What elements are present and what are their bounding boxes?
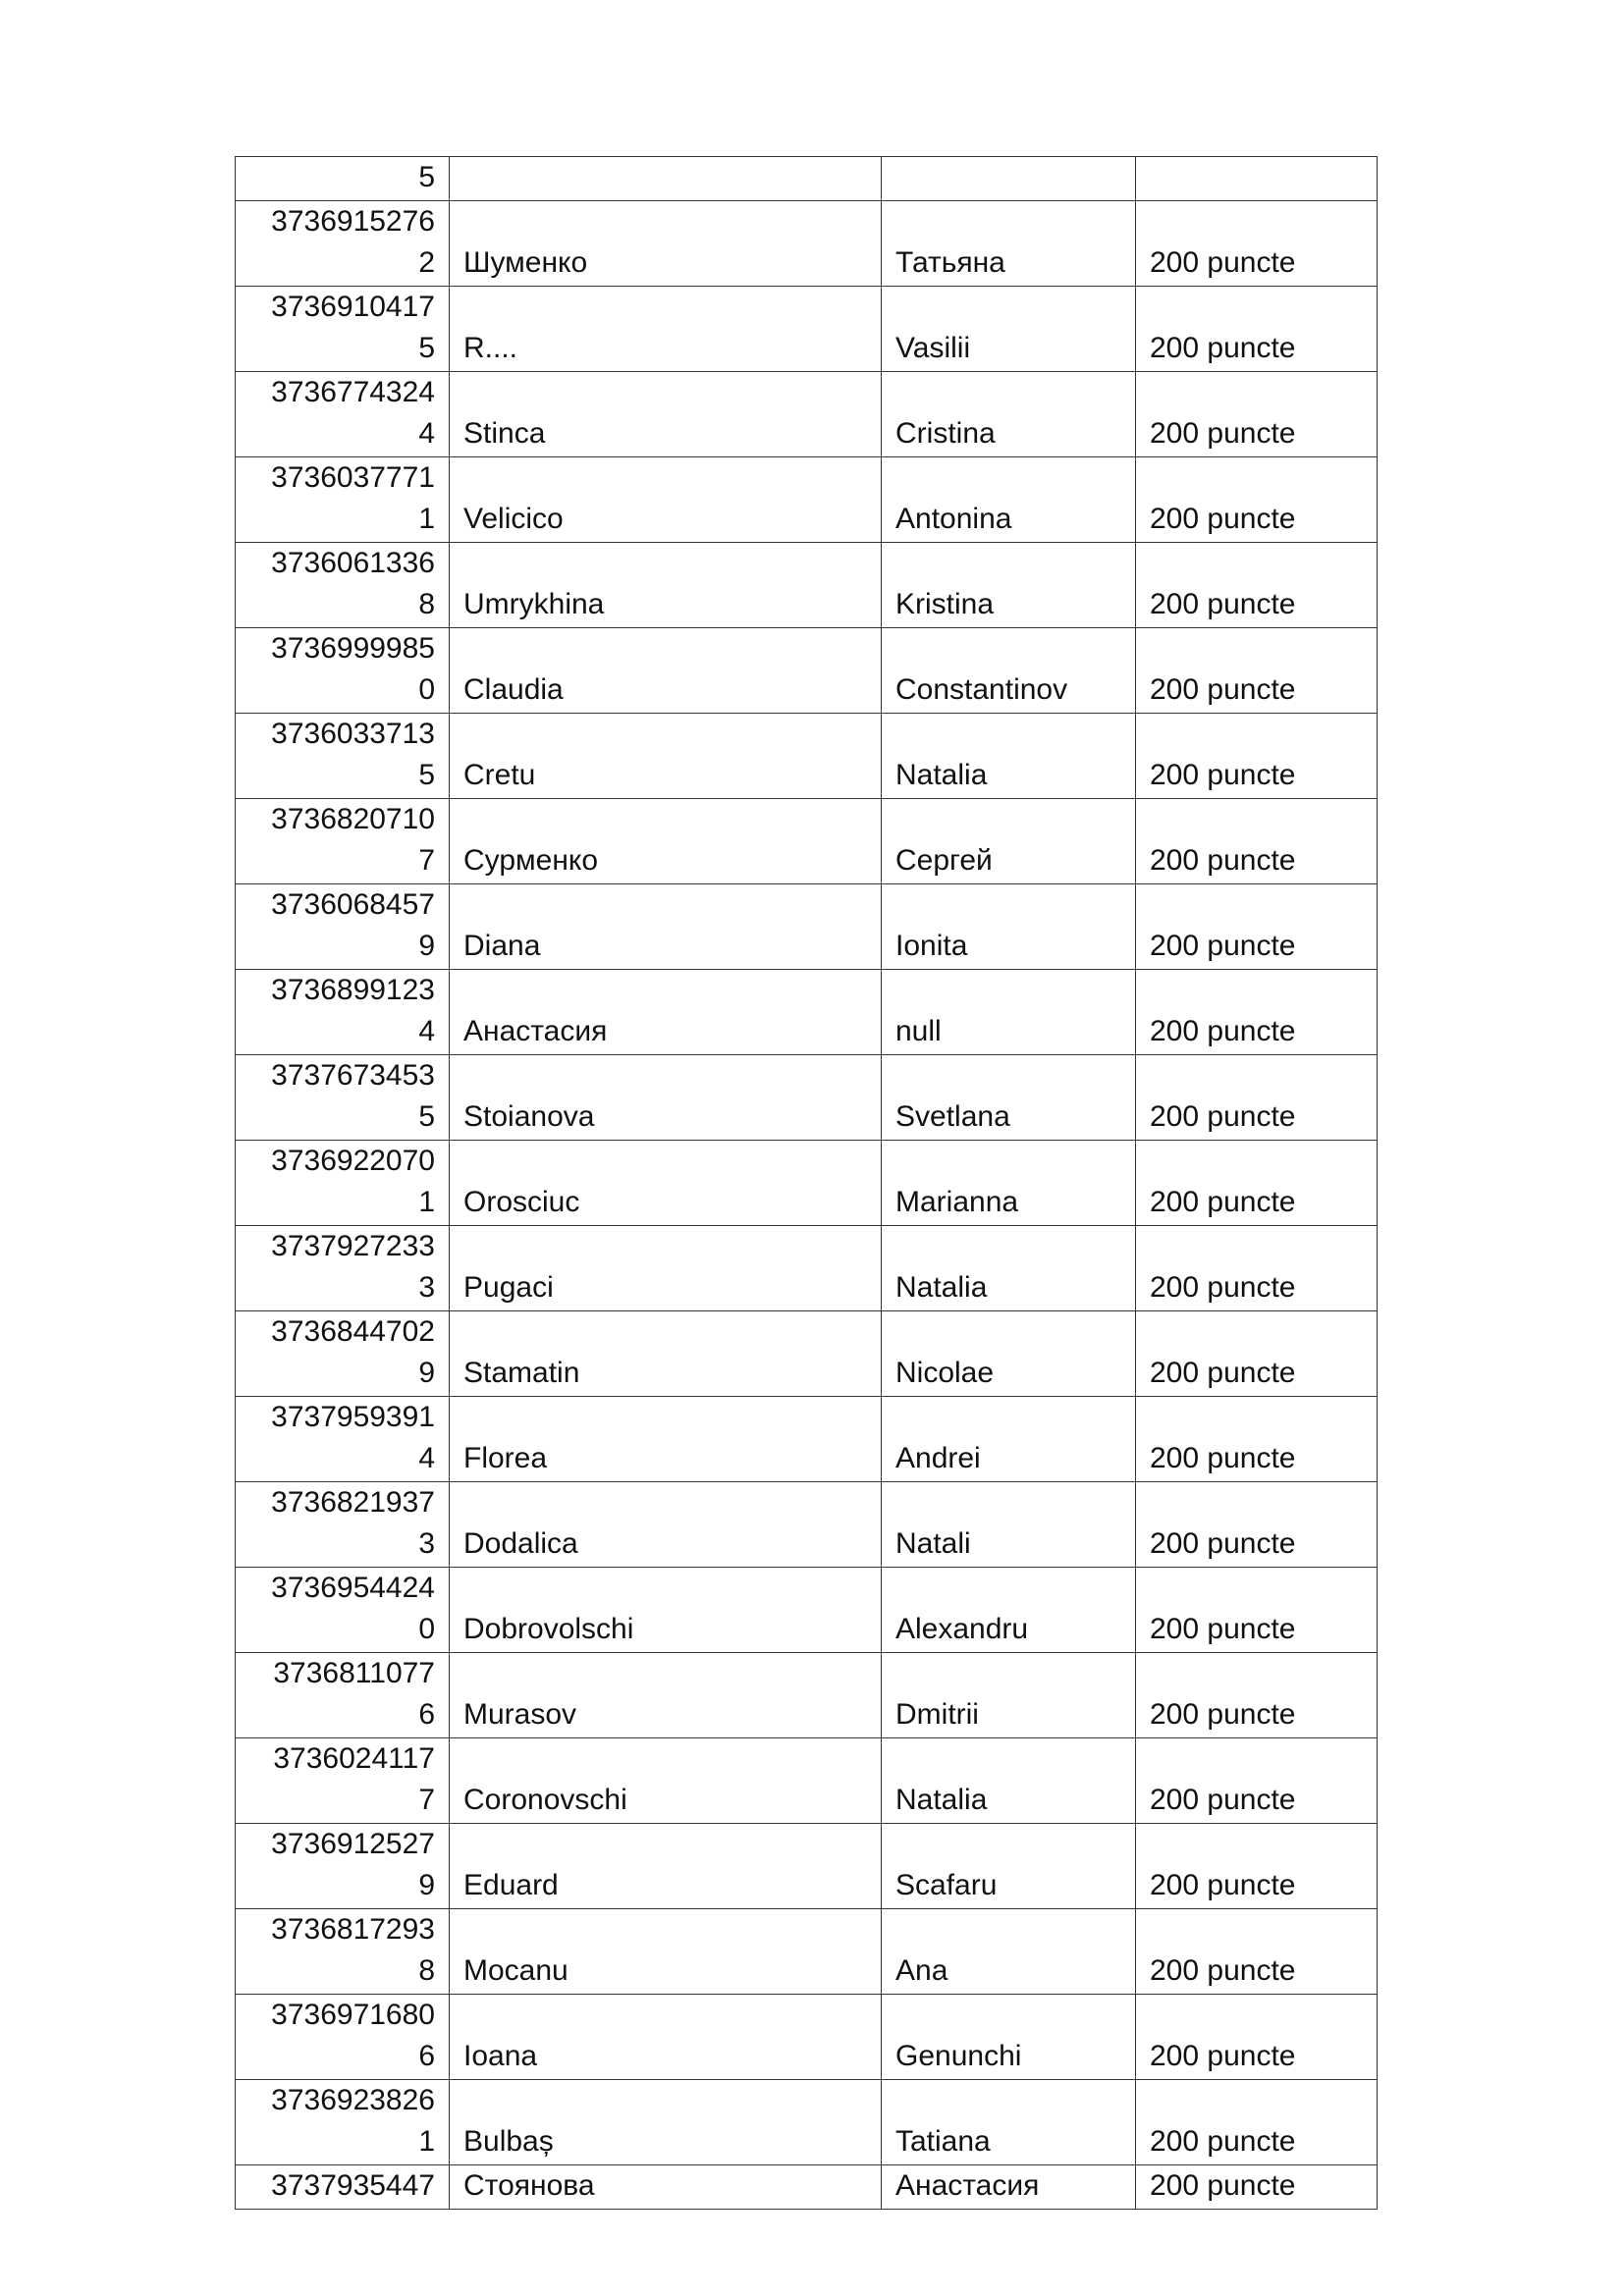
points-cell: 200 puncte [1136,2165,1378,2210]
table-row [236,970,1378,1055]
phone-number-line: 7 [418,844,435,877]
phone-number-line: 3736817293 [271,1913,435,1946]
phone-number-line: 3736971680 [271,1999,435,2031]
phone-number-line: 3 [418,1527,435,1560]
points-cell: 200 puncte [1136,1824,1378,1909]
phone-number-line: 5 [418,1100,435,1133]
phone-number-line: 3736923826 [271,2084,435,2116]
points-cell: 200 puncte [1136,201,1378,287]
table-row [236,287,1378,372]
table-row [236,1995,1378,2080]
first-name-cell [882,157,1136,201]
phone-number-cell [236,201,450,287]
phone-number-cell [236,1738,450,1824]
first-name-cell: Vasilii [882,287,1136,372]
table-row [236,884,1378,970]
first-name-cell: Andrei [882,1397,1136,1482]
surname-cell: Murasov [450,1653,882,1738]
phone-number-cell [236,970,450,1055]
surname-cell [450,157,882,201]
surname-cell: Eduard [450,1824,882,1909]
table-row [236,543,1378,628]
phone-number-line: 3736844702 [271,1315,435,1348]
first-name-cell: Natalia [882,714,1136,799]
phone-number-line: 3737673453 [271,1059,435,1092]
surname-cell: Стоянова [450,2165,882,2210]
phone-number-line: 1 [418,503,435,535]
phone-number-line: 1 [418,1186,435,1218]
surname-cell: Florea [450,1397,882,1482]
phone-number-line: 4 [418,1442,435,1474]
points-cell: 200 puncte [1136,1653,1378,1738]
phone-number-line: 3737935447 [271,2169,435,2202]
surname-cell: Pugaci [450,1226,882,1311]
points-cell: 200 puncte [1136,1055,1378,1141]
points-cell: 200 puncte [1136,1568,1378,1653]
points-cell: 200 puncte [1136,1909,1378,1995]
phone-number-cell [236,457,450,543]
phone-number-line: 9 [418,930,435,962]
points-cell: 200 puncte [1136,799,1378,884]
surname-cell: Dodalica [450,1482,882,1568]
surname-cell: Stoianova [450,1055,882,1141]
phone-number-cell [236,1824,450,1909]
first-name-cell: Antonina [882,457,1136,543]
surname-cell: Orosciuc [450,1141,882,1226]
points-cell: 200 puncte [1136,1995,1378,2080]
surname-cell: Velicico [450,457,882,543]
phone-number-cell [236,2165,450,2210]
surname-cell: Coronovschi [450,1738,882,1824]
phone-number-line: 3736912527 [271,1828,435,1860]
phone-number-line: 3736899123 [271,974,435,1006]
phone-number-line: 7 [418,1784,435,1816]
surname-cell: Diana [450,884,882,970]
phone-number-line: 0 [418,1613,435,1645]
first-name-cell: Natalia [882,1738,1136,1824]
surname-cell: Claudia [450,628,882,714]
phone-number-line: 8 [418,1954,435,1987]
table-row [236,1568,1378,1653]
phone-number-line: 5 [418,332,435,364]
phone-number-line: 3736821937 [271,1486,435,1519]
first-name-cell: Kristina [882,543,1136,628]
table-row [236,1738,1378,1824]
points-cell: 200 puncte [1136,2080,1378,2165]
table-row [236,201,1378,287]
phone-number-line: 4 [418,1015,435,1047]
surname-cell: Сурменко [450,799,882,884]
surname-cell: Cretu [450,714,882,799]
phone-number-line: 3736774324 [271,376,435,408]
phone-number-cell [236,1226,450,1311]
points-cell: 200 puncte [1136,1397,1378,1482]
table-row [236,628,1378,714]
phone-number-cell [236,628,450,714]
table-row [236,157,1378,201]
phone-number-cell [236,1909,450,1995]
phone-number-line: 3736999985 [271,632,435,665]
points-cell: 200 puncte [1136,287,1378,372]
phone-number-line: 8 [418,588,435,620]
first-name-cell: Genunchi [882,1995,1136,2080]
phone-number-cell [236,1141,450,1226]
phone-number-line: 3736820710 [271,803,435,835]
first-name-cell: Svetlana [882,1055,1136,1141]
points-cell: 200 puncte [1136,457,1378,543]
points-cell: 200 puncte [1136,884,1378,970]
first-name-cell: Ionita [882,884,1136,970]
first-name-cell: Natali [882,1482,1136,1568]
phone-number-line: 0 [418,673,435,706]
points-cell: 200 puncte [1136,1482,1378,1568]
phone-number-line: 3736024117 [273,1742,435,1775]
points-cell: 200 puncte [1136,970,1378,1055]
table-row [236,457,1378,543]
points-cell [1136,157,1378,201]
first-name-cell: Анастасия [882,2165,1136,2210]
phone-number-line: 3736910417 [271,291,435,323]
surname-cell: Stamatin [450,1311,882,1397]
phone-number-cell [236,372,450,457]
first-name-cell: null [882,970,1136,1055]
surname-cell: Dobrovolschi [450,1568,882,1653]
surname-cell: Bulbaș [450,2080,882,2165]
phone-number-cell [236,884,450,970]
table-row [236,372,1378,457]
surname-cell: Mocanu [450,1909,882,1995]
first-name-cell: Marianna [882,1141,1136,1226]
surname-cell: Анастасия [450,970,882,1055]
surname-cell: R.... [450,287,882,372]
first-name-cell: Alexandru [882,1568,1136,1653]
phone-number-cell [236,2080,450,2165]
first-name-cell: Tatiana [882,2080,1136,2165]
phone-number-cell [236,1995,450,2080]
first-name-cell: Natalia [882,1226,1136,1311]
points-cell: 200 puncte [1136,1226,1378,1311]
surname-cell: Umrykhina [450,543,882,628]
phone-number-cell [236,157,450,201]
first-name-cell: Cristina [882,372,1136,457]
phone-number-line: 1 [418,2125,435,2158]
table-body [236,157,1378,2210]
table-row [236,1909,1378,1995]
phone-number-cell [236,1397,450,1482]
points-cell: 200 puncte [1136,372,1378,457]
table-row [236,1141,1378,1226]
phone-number-line: 3736954424 [271,1572,435,1604]
surname-cell: Шуменко [450,201,882,287]
phone-number-cell [236,1482,450,1568]
points-cell: 200 puncte [1136,1141,1378,1226]
phone-number-line: 2 [418,246,435,279]
phone-number-line: 4 [418,417,435,450]
phone-number-line: 5 [418,759,435,791]
phone-number-line: 9 [418,1869,435,1901]
points-cell: 200 puncte [1136,1311,1378,1397]
phone-number-cell [236,1568,450,1653]
phone-number-line: 3737959391 [271,1401,435,1433]
table-row [236,2165,1378,2210]
phone-number-line: 3736061336 [271,547,435,579]
phone-number-cell [236,1055,450,1141]
phone-number-line: 3736033713 [271,718,435,750]
phone-number-line: 3736811077 [273,1657,435,1689]
table-row [236,1226,1378,1311]
phone-number-line: 6 [418,1698,435,1731]
table-row [236,1482,1378,1568]
table-row [236,1311,1378,1397]
first-name-cell: Dmitrii [882,1653,1136,1738]
table-row [236,714,1378,799]
surname-cell: Ioana [450,1995,882,2080]
first-name-cell: Ana [882,1909,1136,1995]
table-row [236,1397,1378,1482]
table-row [236,799,1378,884]
first-name-cell: Nicolae [882,1311,1136,1397]
phone-number-line: 3736037771 [271,461,435,494]
table-row [236,1055,1378,1141]
phone-number-line: 6 [418,2040,435,2072]
phone-number-cell [236,543,450,628]
first-name-cell: Scafaru [882,1824,1136,1909]
table-row [236,2080,1378,2165]
points-cell: 200 puncte [1136,628,1378,714]
phone-number-line: 3736915276 [271,205,435,238]
first-name-cell: Татьяна [882,201,1136,287]
points-cell: 200 puncte [1136,714,1378,799]
phone-number-cell [236,1311,450,1397]
table-row [236,1824,1378,1909]
phone-number-cell [236,1653,450,1738]
phone-number-cell [236,714,450,799]
points-cell: 200 puncte [1136,543,1378,628]
phone-number-line: 3736922070 [271,1145,435,1177]
surname-cell: Stinca [450,372,882,457]
table-row [236,1653,1378,1738]
phone-number-line: 5 [418,161,435,193]
points-cell: 200 puncte [1136,1738,1378,1824]
phone-number-line: 3737927233 [271,1230,435,1262]
data-table [235,156,1378,2210]
phone-number-line: 9 [418,1357,435,1389]
first-name-cell: Сергей [882,799,1136,884]
phone-number-cell [236,287,450,372]
first-name-cell: Constantinov [882,628,1136,714]
phone-number-cell [236,799,450,884]
phone-number-line: 3 [418,1271,435,1304]
phone-number-line: 3736068457 [271,888,435,921]
